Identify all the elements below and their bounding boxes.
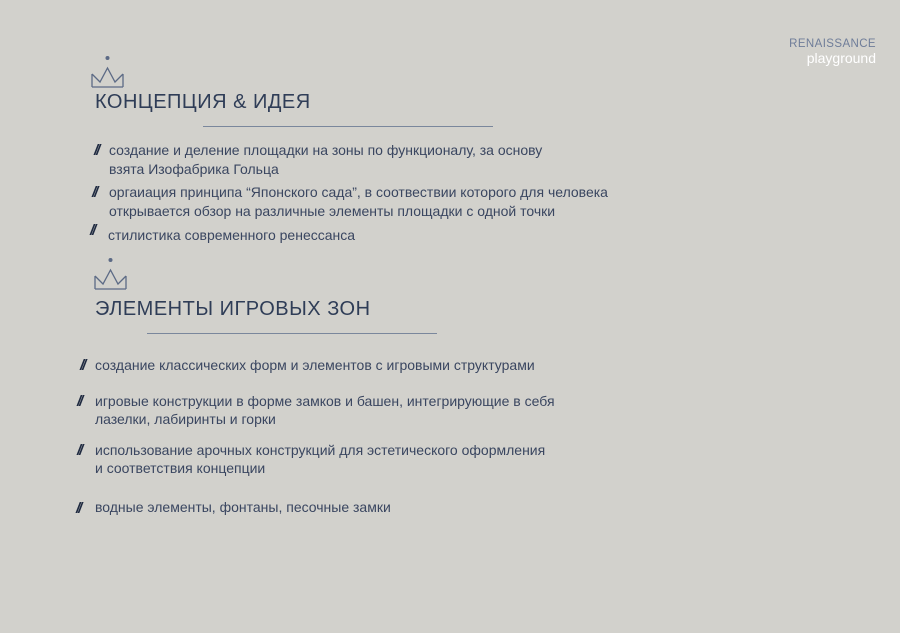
bullet-icon: // (80, 357, 85, 374)
crown-icon (90, 54, 126, 90)
item-line: игровые конструкции в форме замков и башен, интегрирующие в себя (95, 393, 555, 409)
brand-logo (789, 38, 876, 65)
crown-icon (93, 256, 129, 292)
bullet-icon: // (92, 184, 97, 201)
brand-name: RENAISSANCE (789, 38, 876, 50)
item-line: оргаиация принципа “Японского сада”, в соотвествии которого для человека (109, 184, 608, 200)
item-line: использование арочных конструкций для эстетического оформления (95, 442, 546, 458)
section-divider (203, 126, 493, 127)
item-line: стилистика современного ренессанса (108, 227, 356, 243)
bullet-icon: // (94, 142, 99, 159)
brand-subtitle: playground (806, 50, 876, 66)
item-line: открывается обзор на различные элементы площадки с одной точки (109, 203, 556, 219)
item-line: водные элементы, фонтаны, песочные замки (95, 499, 391, 515)
section-divider (147, 333, 437, 334)
bullet-icon: // (90, 222, 95, 239)
item-line: лазелки, лабиринты и горки (95, 411, 276, 427)
section-title-concept: КОНЦЕПЦИЯ & ИДЕЯ (95, 91, 311, 113)
item-line: и соответствия концепции (95, 460, 266, 476)
bullet-icon: // (76, 500, 81, 517)
section-title-elements: ЭЛЕМЕНТЫ ИГРОВЫХ ЗОН (95, 298, 371, 320)
item-line: взята Изофабрика Гольца (109, 161, 279, 177)
bullet-icon: // (77, 442, 82, 459)
item-line: создание классических форм и элементов с игровыми структурами (95, 357, 535, 373)
bullet-icon: // (77, 393, 82, 410)
item-line: создание и деление площадки на зоны по функционалу, за основу (109, 142, 543, 158)
